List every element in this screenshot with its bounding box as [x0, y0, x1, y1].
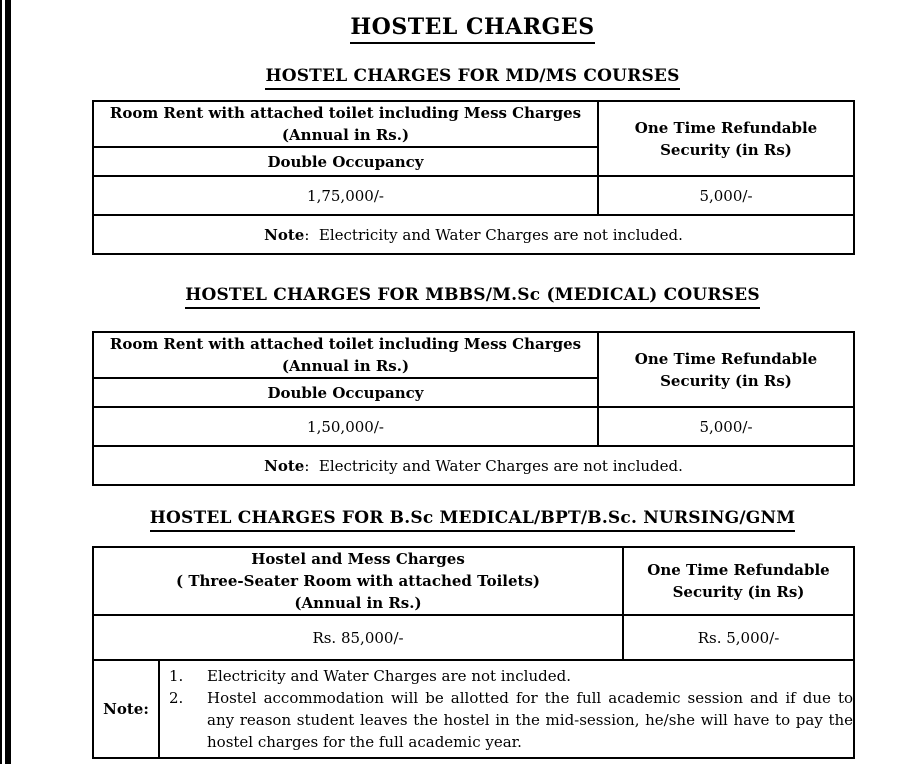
- occupancy-subheader-cell: Double Occupancy: [93, 147, 598, 176]
- hostel-mess-value-cell: Rs. 85,000/-: [93, 615, 623, 660]
- hostel-mess-header-line2: ( Three-Seater Room with attached Toilets): [176, 572, 540, 590]
- note-text: : Electricity and Water Charges are not included.: [304, 225, 683, 244]
- room-rent-header-line1: Room Rent with attached toilet including Mess Charges: [109, 335, 582, 353]
- section-md-ms-title: [92, 66, 853, 90]
- note-item-1-number: 1.: [169, 667, 184, 685]
- rent-value-cell: 1,50,000/-: [93, 407, 598, 446]
- note-label: Note: [264, 456, 305, 475]
- section-bsc-title: [92, 508, 853, 532]
- security-header-line2: Security (in Rs): [660, 371, 792, 390]
- page-left-edge-line: [0, 0, 2, 764]
- hostel-mess-header-cell: [93, 547, 623, 615]
- section-mbbs-msc-title: [92, 285, 853, 309]
- rent-value-cell: 1,75,000/-: [93, 176, 598, 215]
- note-item-2-number: 2.: [169, 689, 184, 707]
- section-md-ms: [92, 66, 853, 255]
- note-item-2-text: Hostel accommodation will be allotted for the full academic session and if due to any reason student leaves the hostel in the mid-session, he/she will have to pay the hostel charges for the full academic year.: [207, 689, 854, 751]
- note-item-1-text: Electricity and Water Charges are not included.: [207, 667, 571, 685]
- security-header-line1: One Time Refundable: [634, 349, 818, 368]
- note-cell: [93, 446, 854, 485]
- page-left-edge-bar: [5, 0, 11, 764]
- page-title-text: HOSTEL CHARGES: [350, 14, 594, 44]
- bsc-charges-table: [92, 546, 855, 759]
- security-value-cell: 5,000/-: [598, 176, 854, 215]
- room-rent-header-line1: Room Rent with attached toilet including Mess Charges: [109, 104, 582, 122]
- security-header-line1: One Time Refundable: [634, 118, 818, 137]
- hostel-mess-header-line3: (Annual in Rs.): [294, 594, 422, 612]
- md-ms-charges-table: [92, 100, 855, 255]
- room-rent-header-cell: [93, 332, 598, 378]
- note-label: Note: [264, 225, 305, 244]
- note-item-2: [160, 687, 853, 753]
- security-header-line2: Security (in Rs): [660, 140, 792, 159]
- section-mbbs-msc: [92, 285, 853, 486]
- security-header-cell: [598, 101, 854, 176]
- note-list-cell: [159, 660, 854, 758]
- room-rent-header-line2: (Annual in Rs.): [281, 126, 410, 144]
- section-bsc-bpt-nursing-gnm: [92, 508, 853, 759]
- room-rent-header-line2: (Annual in Rs.): [281, 357, 410, 375]
- occupancy-subheader-cell: Double Occupancy: [93, 378, 598, 407]
- page-title: [92, 14, 853, 44]
- section-bsc-title-text: HOSTEL CHARGES FOR B.Sc MEDICAL/BPT/B.Sc. NURSING/GNM: [150, 508, 796, 532]
- security-header-line2: Security (in Rs): [672, 583, 805, 601]
- section-md-ms-title-text: HOSTEL CHARGES FOR MD/MS COURSES: [265, 66, 679, 90]
- note-cell: [93, 215, 854, 254]
- mbbs-msc-charges-table: [92, 331, 855, 486]
- section-mbbs-msc-title-text: HOSTEL CHARGES FOR MBBS/M.Sc (MEDICAL) COURSES: [185, 285, 760, 309]
- note-item-1: [160, 665, 853, 687]
- note-label-cell: Note:: [93, 660, 159, 758]
- note-text: : Electricity and Water Charges are not included.: [304, 456, 683, 475]
- security-value-cell: Rs. 5,000/-: [623, 615, 854, 660]
- security-value-cell: 5,000/-: [598, 407, 854, 446]
- security-header-cell: [623, 547, 854, 615]
- document-content: [92, 0, 853, 759]
- hostel-mess-header-line1: Hostel and Mess Charges: [251, 550, 465, 568]
- security-header-line1: One Time Refundable: [647, 561, 830, 579]
- room-rent-header-cell: [93, 101, 598, 147]
- security-header-cell: [598, 332, 854, 407]
